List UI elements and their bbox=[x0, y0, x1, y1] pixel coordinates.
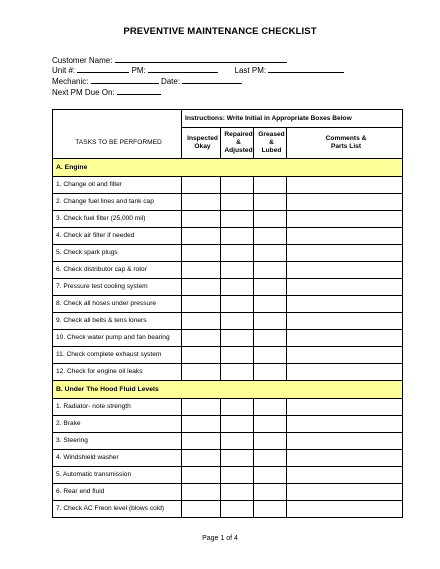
task-label: 2. Brake bbox=[53, 415, 182, 432]
date-field[interactable] bbox=[182, 75, 242, 84]
mechanic-field[interactable] bbox=[91, 75, 159, 84]
task-row bbox=[53, 295, 403, 312]
task-label: 1. Radiator- note strength bbox=[53, 398, 182, 415]
next-pm-field[interactable] bbox=[117, 86, 161, 95]
inspected-okay-cell[interactable] bbox=[182, 398, 221, 415]
inspected-okay-cell[interactable] bbox=[182, 176, 221, 193]
inspected-okay-cell[interactable] bbox=[182, 483, 221, 500]
repaired-adjusted-cell[interactable] bbox=[221, 312, 254, 329]
greased-lubed-cell[interactable] bbox=[254, 363, 287, 380]
task-row bbox=[53, 261, 403, 278]
inspected-okay-cell[interactable] bbox=[182, 295, 221, 312]
task-label: 8. Check all hoses under pressure bbox=[53, 295, 182, 312]
greased-lubed-cell[interactable] bbox=[254, 466, 287, 483]
inspected-okay-cell[interactable] bbox=[182, 432, 221, 449]
comments-cell[interactable] bbox=[287, 295, 403, 312]
inspected-okay-cell[interactable] bbox=[182, 193, 221, 210]
tasks-header: TASKS TO BE PERFORMED bbox=[53, 128, 182, 159]
greased-lubed-cell[interactable] bbox=[254, 227, 287, 244]
task-row bbox=[53, 278, 403, 295]
comments-cell[interactable] bbox=[287, 449, 403, 466]
task-row bbox=[53, 483, 403, 500]
comments-cell[interactable] bbox=[287, 193, 403, 210]
task-label: 11. Check complete exhaust system bbox=[53, 346, 182, 363]
task-label: 4. Windshield washer bbox=[53, 449, 182, 466]
instructions-cell: Instructions: Write Initial in Appropriate Boxes Below bbox=[182, 110, 403, 128]
task-row bbox=[53, 227, 403, 244]
task-row bbox=[53, 415, 403, 432]
repaired-adjusted-cell[interactable] bbox=[221, 363, 254, 380]
next-pm-row bbox=[52, 86, 161, 98]
customer-name-label: Customer Name: bbox=[52, 56, 113, 65]
task-label: 6. Check distributor cap & rotor bbox=[53, 261, 182, 278]
task-label: 1. Change oil and filter bbox=[53, 176, 182, 193]
comments-cell[interactable] bbox=[287, 329, 403, 346]
repaired-adjusted-cell[interactable] bbox=[221, 261, 254, 278]
task-label: 7. Pressure test cooling system bbox=[53, 278, 182, 295]
comments-cell[interactable] bbox=[287, 346, 403, 363]
greased-lubed-cell[interactable] bbox=[254, 483, 287, 500]
col-greased-lubed: Greased & Lubed bbox=[254, 128, 287, 159]
next-pm-label: Next PM Due On: bbox=[52, 88, 115, 97]
greased-lubed-cell[interactable] bbox=[254, 278, 287, 295]
inspected-okay-cell[interactable] bbox=[182, 261, 221, 278]
greased-lubed-cell[interactable] bbox=[254, 329, 287, 346]
task-label: 5. Automatic transmission bbox=[53, 466, 182, 483]
comments-cell[interactable] bbox=[287, 227, 403, 244]
greased-lubed-cell[interactable] bbox=[254, 449, 287, 466]
last-pm-label: Last PM: bbox=[234, 66, 267, 75]
repaired-adjusted-cell[interactable] bbox=[221, 483, 254, 500]
repaired-adjusted-cell[interactable] bbox=[221, 227, 254, 244]
comments-cell[interactable] bbox=[287, 500, 403, 517]
task-row bbox=[53, 312, 403, 329]
task-label: 9. Check all belts & tens loners bbox=[53, 312, 182, 329]
comments-cell[interactable] bbox=[287, 210, 403, 227]
comments-cell[interactable] bbox=[287, 261, 403, 278]
repaired-adjusted-cell[interactable] bbox=[221, 432, 254, 449]
inspected-okay-cell[interactable] bbox=[182, 449, 221, 466]
greased-lubed-cell[interactable] bbox=[254, 295, 287, 312]
task-label: 5. Check spark plugs bbox=[53, 244, 182, 261]
repaired-adjusted-cell[interactable] bbox=[221, 278, 254, 295]
repaired-adjusted-cell[interactable] bbox=[221, 295, 254, 312]
unit-field[interactable] bbox=[77, 64, 129, 73]
task-label: 3. Steering bbox=[53, 432, 182, 449]
repaired-adjusted-cell[interactable] bbox=[221, 346, 254, 363]
comments-cell[interactable] bbox=[287, 244, 403, 261]
inspected-okay-cell[interactable] bbox=[182, 363, 221, 380]
task-row bbox=[53, 244, 403, 261]
comments-cell[interactable] bbox=[287, 432, 403, 449]
greased-lubed-cell[interactable] bbox=[254, 312, 287, 329]
repaired-adjusted-cell[interactable] bbox=[221, 176, 254, 193]
repaired-adjusted-cell[interactable] bbox=[221, 329, 254, 346]
greased-lubed-cell[interactable] bbox=[254, 432, 287, 449]
comments-cell[interactable] bbox=[287, 415, 403, 432]
date-label: Date: bbox=[160, 77, 181, 86]
inspected-okay-cell[interactable] bbox=[182, 278, 221, 295]
greased-lubed-cell[interactable] bbox=[254, 210, 287, 227]
comments-cell[interactable] bbox=[287, 176, 403, 193]
blank-corner-cell bbox=[53, 110, 182, 128]
repaired-adjusted-cell[interactable] bbox=[221, 210, 254, 227]
col-inspected-okay: Inspected Okay bbox=[182, 128, 221, 159]
task-row bbox=[53, 363, 403, 380]
task-label: 10. Check water pump and fan bearing bbox=[53, 329, 182, 346]
repaired-adjusted-cell[interactable] bbox=[221, 449, 254, 466]
repaired-adjusted-cell[interactable] bbox=[221, 500, 254, 517]
last-pm-field[interactable] bbox=[268, 64, 344, 73]
greased-lubed-cell[interactable] bbox=[254, 346, 287, 363]
task-label: 6. Rear end fluid bbox=[53, 483, 182, 500]
section-row bbox=[53, 380, 403, 398]
repaired-adjusted-cell[interactable] bbox=[221, 415, 254, 432]
document-title: PREVENTIVE MAINTENANCE CHECKLIST bbox=[123, 26, 317, 37]
repaired-adjusted-cell[interactable] bbox=[221, 398, 254, 415]
repaired-adjusted-cell[interactable] bbox=[221, 244, 254, 261]
unit-label: Unit #: bbox=[52, 66, 76, 75]
comments-cell[interactable] bbox=[287, 312, 403, 329]
inspected-okay-cell[interactable] bbox=[182, 210, 221, 227]
pm-label: PM: bbox=[131, 66, 146, 75]
checklist-table bbox=[52, 109, 403, 518]
task-row bbox=[53, 346, 403, 363]
comments-cell[interactable] bbox=[287, 363, 403, 380]
task-label: 7. Check AC Freon level (blows cold) bbox=[53, 500, 182, 517]
inspected-okay-cell[interactable] bbox=[182, 312, 221, 329]
inspected-okay-cell[interactable] bbox=[182, 227, 221, 244]
task-label: 2. Change fuel lines and tank cap bbox=[53, 193, 182, 210]
comments-cell[interactable] bbox=[287, 278, 403, 295]
task-row bbox=[53, 432, 403, 449]
task-row bbox=[53, 500, 403, 517]
repaired-adjusted-cell[interactable] bbox=[221, 193, 254, 210]
comments-cell[interactable] bbox=[287, 483, 403, 500]
greased-lubed-cell[interactable] bbox=[254, 261, 287, 278]
task-row bbox=[53, 398, 403, 415]
section-row bbox=[53, 158, 403, 176]
comments-cell[interactable] bbox=[287, 466, 403, 483]
section-heading: A. Engine bbox=[53, 158, 403, 176]
inspected-okay-cell[interactable] bbox=[182, 466, 221, 483]
page-footer: Page 1 of 4 bbox=[202, 535, 238, 542]
task-label: 4. Check air filter if needed bbox=[53, 227, 182, 244]
inspected-okay-cell[interactable] bbox=[182, 500, 221, 517]
section-heading: B. Under The Hood Fluid Levels bbox=[53, 380, 403, 398]
task-label: 3. Check fuel filter (25,000 mil) bbox=[53, 210, 182, 227]
task-row bbox=[53, 193, 403, 210]
inspected-okay-cell[interactable] bbox=[182, 415, 221, 432]
greased-lubed-cell[interactable] bbox=[254, 176, 287, 193]
greased-lubed-cell[interactable] bbox=[254, 415, 287, 432]
inspected-okay-cell[interactable] bbox=[182, 346, 221, 363]
task-row bbox=[53, 329, 403, 346]
greased-lubed-cell[interactable] bbox=[254, 244, 287, 261]
repaired-adjusted-cell[interactable] bbox=[221, 466, 254, 483]
col-repaired-adjusted: Repaired & Adjusted bbox=[221, 128, 254, 159]
col-comments-parts: Comments & Parts List bbox=[287, 128, 403, 159]
mechanic-label: Mechanic: bbox=[52, 77, 89, 86]
greased-lubed-cell[interactable] bbox=[254, 500, 287, 517]
task-row bbox=[53, 449, 403, 466]
task-row bbox=[53, 176, 403, 193]
task-label: 12. Check for engine oil leaks bbox=[53, 363, 182, 380]
task-row bbox=[53, 466, 403, 483]
pm-field[interactable] bbox=[148, 64, 218, 73]
greased-lubed-cell[interactable] bbox=[254, 193, 287, 210]
customer-name-field[interactable] bbox=[115, 54, 287, 63]
comments-cell[interactable] bbox=[287, 398, 403, 415]
inspected-okay-cell[interactable] bbox=[182, 329, 221, 346]
greased-lubed-cell[interactable] bbox=[254, 398, 287, 415]
task-row bbox=[53, 210, 403, 227]
inspected-okay-cell[interactable] bbox=[182, 244, 221, 261]
